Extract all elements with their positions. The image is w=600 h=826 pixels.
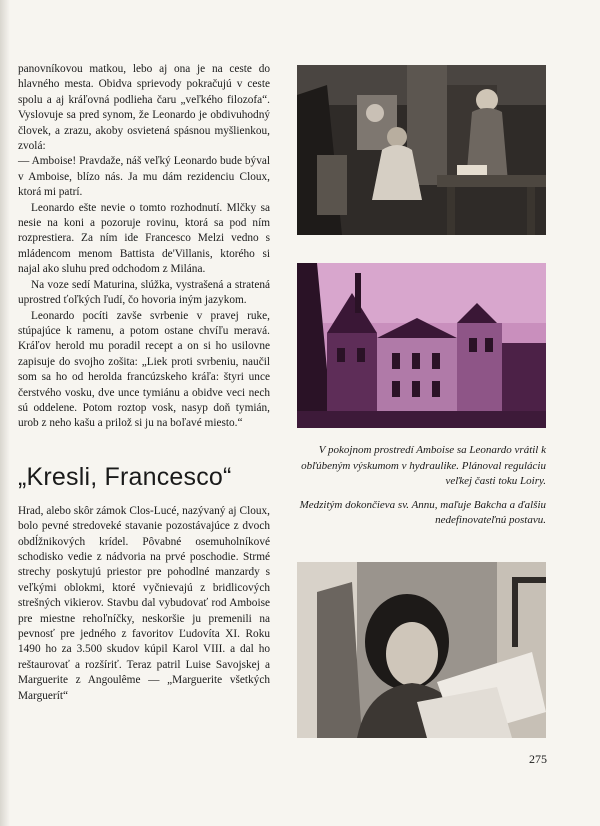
section-heading: „Kresli, Francesco“ xyxy=(18,462,232,491)
photo-woman-with-papers xyxy=(297,562,546,738)
paragraph: — Amboise! Pravdaže, náš veľký Leonardo bude býval v Amboise, blízo nás. Ja mu dám rezidenciu Cloux, ktorá mi patrí. xyxy=(18,155,270,199)
paragraph: Hrad, alebo skôr zámok Clos-Lucé, nazývaný aj Cloux, bolo pevné stredoveké stavanie pozostávajúce z dvoch obdĺžnikových krídel. Pôvabné osemuholníkové schodisko vedie z nádvoria na prvé poschodie. Strmé strechy poskytujú priestor pre pohodlné manzardy s veľkými oblokmi, ktoré vyčnievajú z bridlicových strešných vikierov. Stavbu dal vybudovať rod Amboise pre miestne rehoľníčky, neskoršie ju premenili na pevnosť pre jedného z favoritov Ľudovíta XI. Roku 1490 ho za 3.500 skudov kúpil Karol VIII. a dal ho reštaurovať a rozšíriť. Teraz patril Luise Savojskej a Marguerite z Angoulême — „Marguerite všetkých Marguerít“ xyxy=(18,504,270,702)
paragraph: Leonardo ešte nevie o tomto rozhodnutí. Mlčky sa nesie na koni a pozoruje rovinu, ktorá sa pod ním rozprestiera. Za ním ide Francesco Melzi vedno s mládencom menom Battista de'Villanis, ktorého si najal ako sluhu pred odchodom z Milána. xyxy=(18,201,270,276)
page-number: 275 xyxy=(529,752,547,766)
photo-studio-scene xyxy=(297,65,546,235)
photo-chateau xyxy=(297,263,546,428)
paragraph: panovníkovou matkou, lebo aj ona je na ceste do hlavného mesta. Obidva sprievody pokračujú v ceste spolu a aj kráľovná podlieha čaru „veľkého filozofa“. Vyslovuje sa pred synom, že Leonardo je obdivuhodný človek, a zrazu, akoby osvietená spásnou myšlienkou, zvolá: xyxy=(18,63,270,153)
photo-captions xyxy=(297,443,546,537)
paragraph: Na voze sedí Maturina, slúžka, vystrašená a stratená uprostred ťoľkých ľudí, čo hovoria iným jazykom. xyxy=(18,278,270,307)
caption: Medzitým dokončieva sv. Annu, maľuje Bakcha a ďalšiu nedefinovateľnú postavu. xyxy=(299,498,546,527)
paragraph: Leonardo pocíti zavše svrbenie v pravej ruke, stúpajúce k ramenu, a potom ostane chvíľu meravá. Kráľov herold mu poradil recept a on si ho usilovne zapisuje do svojho zošita: „Liek proti svrbeniu, naučil som sa ho od herolda francúzskeho kráľa: štyri unce čerstvého vosku, dve unce tymiánu a obidve veci nech sú oddelene. Potom roztop vosk, nasyp doň tymián, urob z neho kašu a prilož si ju na boľavé miesto.“ xyxy=(18,309,270,430)
caption: V pokojnom prostredí Amboise sa Leonardo vrátil k obľúbeným výskumom v hydraulike. Plánoval reguláciu veľkej časti toku Loiry. xyxy=(301,444,546,488)
page-edge-shadow xyxy=(0,0,10,826)
left-text-column xyxy=(18,62,270,704)
